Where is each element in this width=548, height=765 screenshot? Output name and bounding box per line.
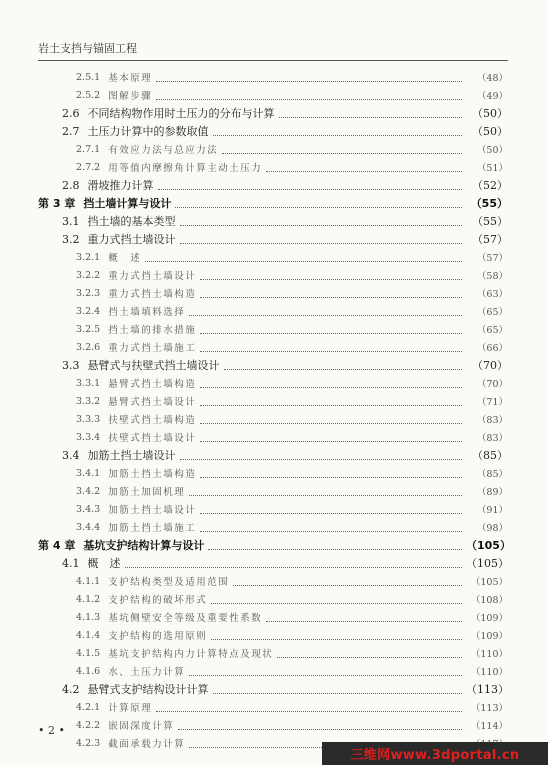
toc-entry (0, 572, 548, 590)
toc-entry (0, 194, 548, 212)
toc-entry-number: 3.1 (62, 214, 80, 228)
toc-entry-title: 土压力计算中的参数取值 (87, 125, 209, 138)
toc-entry-title: 基坑侧壁安全等级及重要性系数 (108, 613, 263, 624)
toc-entry (0, 104, 548, 122)
toc-dot-leader (211, 639, 462, 640)
toc-entry-number: 3.2.6 (76, 341, 101, 353)
toc-entry-title: 挡土墙填料选择 (108, 307, 186, 318)
toc-entry-page: （48） (476, 73, 508, 84)
toc-dot-leader (189, 495, 462, 496)
toc-dot-leader (180, 459, 463, 460)
toc-entry (0, 68, 548, 86)
toc-dot-leader (180, 225, 463, 226)
toc-entry (0, 374, 548, 392)
toc-dot-leader (211, 603, 462, 604)
toc-entry-page: （105） (466, 539, 511, 552)
toc-entry-number: 2.7 (62, 124, 80, 138)
toc-entry (0, 716, 548, 734)
toc-entry-number: 3.2.5 (76, 323, 101, 335)
toc-entry-title: 基坑支护结构计算与设计 (83, 539, 205, 552)
toc-entry-title: 挡土墙计算与设计 (83, 197, 172, 210)
toc-entry-number: 4.1.4 (76, 629, 101, 641)
toc-dot-leader (277, 657, 462, 658)
toc-entry-page: （57） (476, 253, 508, 264)
toc-entry-number: 3.2.4 (76, 305, 101, 317)
toc-dot-leader (200, 279, 462, 280)
toc-entry-number: 第 3 章 (38, 197, 76, 210)
toc-entry-page: （52） (472, 179, 508, 192)
toc-entry-page: （65） (476, 325, 508, 336)
page-number: • 2 • (38, 724, 65, 737)
toc-entry-number: 3.3.3 (76, 413, 101, 425)
toc-entry-title: 悬臂式支护结构设计计算 (87, 683, 209, 696)
toc-entry-page: （91） (476, 505, 508, 516)
toc-entry (0, 518, 548, 536)
toc-entry-number: 3.2.2 (76, 269, 101, 281)
toc-entry-number: 3.4.4 (76, 521, 101, 533)
toc-entry-title: 概 述 (87, 557, 121, 570)
toc-entry-number: 3.2.3 (76, 287, 101, 299)
toc-dot-leader (200, 441, 462, 442)
toc-entry (0, 428, 548, 446)
toc-entry-title: 悬臂式与扶壁式挡土墙设计 (87, 359, 220, 372)
toc-entry-number: 4.1.3 (76, 611, 101, 623)
toc-entry-number: 2.6 (62, 106, 80, 120)
toc-entry-page: （83） (476, 415, 508, 426)
toc-entry (0, 212, 548, 230)
toc-entry-number: 4.2 (62, 682, 80, 696)
toc-entry (0, 590, 548, 608)
toc-entry-page: （57） (472, 233, 508, 246)
toc-entry-number: 4.1.5 (76, 647, 101, 659)
toc-entry (0, 140, 548, 158)
toc-dot-leader (189, 675, 462, 676)
toc-dot-leader (208, 549, 462, 550)
toc-dot-leader (156, 81, 462, 82)
toc-entry (0, 356, 548, 374)
toc-entry (0, 86, 548, 104)
toc-entry-number: 第 4 章 (38, 539, 76, 552)
toc-entry-number: 4.1.1 (76, 575, 101, 587)
toc-dot-leader (233, 585, 462, 586)
toc-entry-title: 截面承载力计算 (108, 739, 186, 750)
toc-entry (0, 464, 548, 482)
toc-dot-leader (156, 711, 462, 712)
toc-entry-title: 重力式挡土墙构造 (108, 289, 197, 300)
toc-dot-leader (279, 117, 463, 118)
toc-entry-number: 3.3.1 (76, 377, 101, 389)
toc-entry (0, 338, 548, 356)
toc-entry-title: 挡土墙的基本类型 (87, 215, 176, 228)
toc-entry (0, 266, 548, 284)
toc-dot-leader (222, 153, 462, 154)
toc-dot-leader (200, 531, 462, 532)
toc-entry (0, 176, 548, 194)
toc-entry-page: （55） (472, 215, 508, 228)
toc-entry-title: 重力式挡土墙施工 (108, 343, 197, 354)
toc-entry-title: 加筋土挡土墙施工 (108, 523, 197, 534)
toc-entry-number: 4.2.1 (76, 701, 101, 713)
toc-entry (0, 392, 548, 410)
toc-entry (0, 122, 548, 140)
toc-entry-title: 概 述 (108, 253, 142, 264)
toc-entry-number: 4.1.6 (76, 665, 101, 677)
toc-entry-page: （65） (476, 307, 508, 318)
toc-entry-number: 3.4.3 (76, 503, 101, 515)
toc-entry-page: （108） (470, 595, 508, 606)
toc-entry-number: 3.3.4 (76, 431, 101, 443)
toc-entry (0, 302, 548, 320)
toc-dot-leader (189, 315, 462, 316)
toc-dot-leader (145, 261, 462, 262)
toc-entry-number: 3.3.2 (76, 395, 101, 407)
toc-dot-leader (200, 297, 462, 298)
toc-entry (0, 626, 548, 644)
toc-entry (0, 500, 548, 518)
toc-entry (0, 680, 548, 698)
toc-entry-page: （105） (466, 557, 509, 570)
toc-entry-number: 4.2.3 (76, 737, 101, 749)
toc-entry-number: 3.2.1 (76, 251, 101, 263)
toc-entry-title: 重力式挡土墙设计 (108, 271, 197, 282)
toc-entry-number: 2.7.1 (76, 143, 101, 155)
toc-entry-page: （66） (476, 343, 508, 354)
toc-dot-leader (180, 243, 463, 244)
toc-entry-number: 2.8 (62, 178, 80, 192)
toc-entry (0, 410, 548, 428)
toc-entry-page: （110） (470, 667, 508, 678)
toc-entry-title: 挡土墙的排水措施 (108, 325, 197, 336)
toc-entry-page: （50） (472, 125, 508, 138)
toc-entry-title: 支护结构类型及适用范围 (108, 577, 230, 588)
toc-entry-page: （105） (470, 577, 508, 588)
toc-dot-leader (266, 621, 462, 622)
toc-entry-page: （89） (476, 487, 508, 498)
toc-dot-leader (200, 333, 462, 334)
toc-dot-leader (200, 423, 462, 424)
toc-entry-page: （71） (476, 397, 508, 408)
toc-entry-page: （109） (470, 613, 508, 624)
toc-dot-leader (125, 567, 463, 568)
toc-dot-leader (213, 135, 463, 136)
toc-entry-title: 扶壁式挡土墙构造 (108, 415, 197, 426)
toc-entry-page: （109） (470, 631, 508, 642)
toc-entry-title: 基本原理 (108, 73, 153, 84)
toc-entry (0, 536, 548, 554)
toc-entry-number: 2.5.2 (76, 89, 101, 101)
toc-entry-number: 3.4 (62, 448, 80, 462)
toc-dot-leader (200, 405, 462, 406)
toc-dot-leader (213, 693, 463, 694)
toc-entry-page: （58） (476, 271, 508, 282)
toc-entry (0, 698, 548, 716)
toc-entry (0, 644, 548, 662)
toc-entry-page: （50） (472, 107, 508, 120)
toc-entry (0, 608, 548, 626)
toc-entry (0, 284, 548, 302)
toc-entry-page: （113） (470, 703, 508, 714)
toc-entry-number: 4.2.2 (76, 719, 101, 731)
toc-entry-title: 嵌固深度计算 (108, 721, 175, 732)
toc-entry-title: 支护结构的破坏形式 (108, 595, 208, 606)
toc-entry-page: （98） (476, 523, 508, 534)
toc-entry (0, 230, 548, 248)
toc-entry (0, 446, 548, 464)
toc-entry-title: 支护结构的选用原则 (108, 631, 208, 642)
toc-entry-title: 用等值内摩擦角计算主动土压力 (108, 163, 263, 174)
running-header: 岩土支挡与锚固工程 (38, 42, 137, 55)
toc-entry (0, 662, 548, 680)
toc-dot-leader (200, 513, 462, 514)
toc-entry-title: 图解步骤 (108, 91, 153, 102)
toc-entry (0, 320, 548, 338)
toc-entry-page: （51） (476, 163, 508, 174)
toc-entry-page: （55） (470, 197, 508, 210)
toc-entry-title: 有效应力法与总应力法 (108, 145, 219, 156)
toc-entry-page: （83） (476, 433, 508, 444)
toc-entry (0, 158, 548, 176)
toc-entry (0, 554, 548, 572)
toc-entry-page: （85） (476, 469, 508, 480)
toc-entry-title: 加筋土挡土墙设计 (87, 449, 176, 462)
site-watermark: 三维网www.3dportal.cn (322, 742, 548, 765)
toc-entry-page: （114） (470, 721, 508, 732)
toc-entry-page: （70） (472, 359, 508, 372)
toc-entry-number: 4.1 (62, 556, 80, 570)
toc-dot-leader (158, 189, 463, 190)
toc-entry-number: 3.2 (62, 232, 80, 246)
toc-entry-page: （63） (476, 289, 508, 300)
toc-entry-title: 加筋土挡土墙设计 (108, 505, 197, 516)
header-rule (38, 60, 508, 61)
toc-entry (0, 248, 548, 266)
toc-entry-page: （50） (476, 145, 508, 156)
toc-entry-number: 2.5.1 (76, 71, 101, 83)
toc-entry-title: 加筋土加固机理 (108, 487, 186, 498)
toc-entry (0, 482, 548, 500)
toc-entry-title: 悬臂式挡土墙构造 (108, 379, 197, 390)
toc-entry-page: （113） (466, 683, 509, 696)
toc-entry-title: 扶壁式挡土墙设计 (108, 433, 197, 444)
toc-entry-title: 不同结构物作用时土压力的分布与计算 (87, 107, 275, 120)
toc-dot-leader (156, 99, 462, 100)
toc-entry-title: 计算原理 (108, 703, 153, 714)
toc-dot-leader (200, 477, 462, 478)
toc-entry-title: 加筋土挡土墙构造 (108, 469, 197, 480)
toc-entry-title: 重力式挡土墙设计 (87, 233, 176, 246)
toc-entry-title: 滑坡推力计算 (87, 179, 154, 192)
toc-entry-title: 悬臂式挡土墙设计 (108, 397, 197, 408)
toc-entry-title: 基坑支护结构内力计算特点及现状 (108, 649, 274, 660)
toc-entry-title: 水、土压力计算 (108, 667, 186, 678)
toc-entry-number: 4.1.2 (76, 593, 101, 605)
toc-entry-number: 3.4.1 (76, 467, 101, 479)
toc-dot-leader (175, 207, 462, 208)
toc-entry-page: （110） (470, 649, 508, 660)
toc-entry-number: 3.4.2 (76, 485, 101, 497)
toc-dot-leader (200, 387, 462, 388)
toc-entry-number: 2.7.2 (76, 161, 101, 173)
toc-dot-leader (266, 171, 462, 172)
toc-entry-page: （49） (476, 91, 508, 102)
toc-entry-page: （70） (476, 379, 508, 390)
toc-entry-page: （85） (472, 449, 508, 462)
toc-dot-leader (178, 729, 462, 730)
toc-dot-leader (224, 369, 463, 370)
toc-entry-number: 3.3 (62, 358, 80, 372)
toc-dot-leader (200, 351, 462, 352)
